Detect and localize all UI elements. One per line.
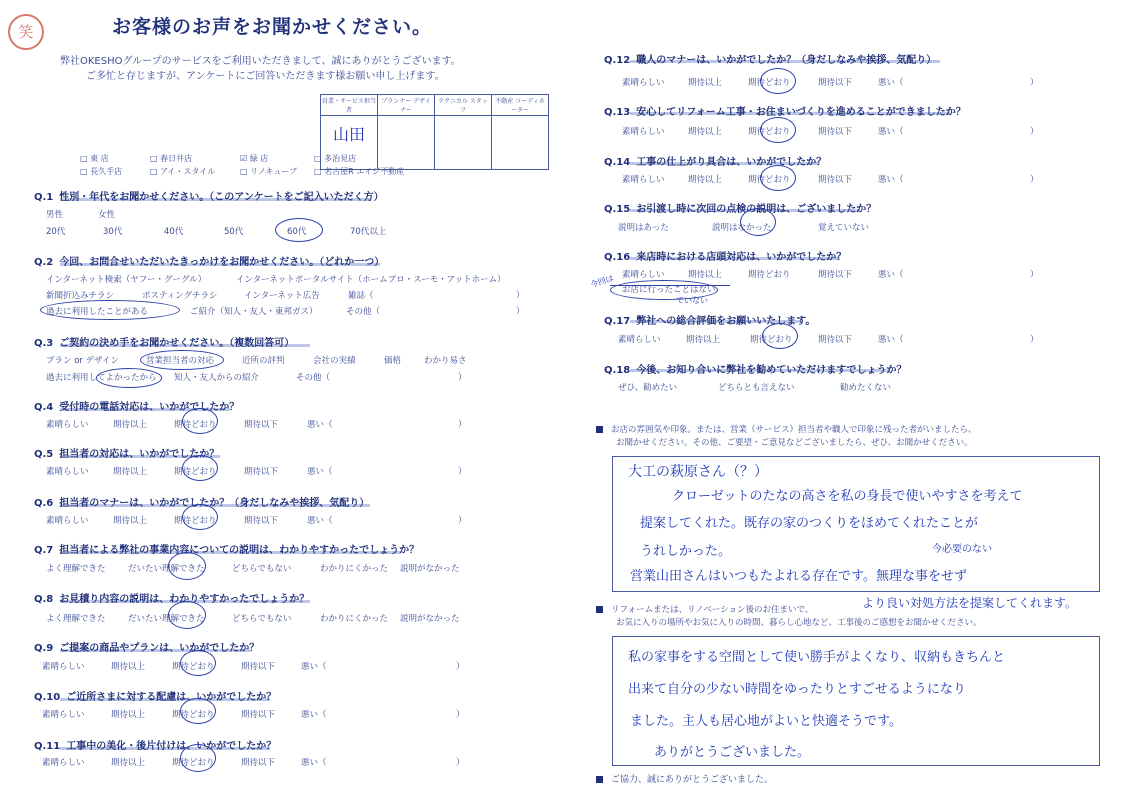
- question-number: Q.13: [604, 107, 631, 118]
- option-label: ）: [1030, 270, 1039, 280]
- question-text: 担当者による弊社の事業内容についての説明は、わかりやすかったでしょうか？: [59, 545, 420, 556]
- staff-header-sales: 営業・サービス担当者: [321, 95, 378, 116]
- question-q12: [604, 51, 936, 66]
- answer-circle: [140, 350, 224, 370]
- option-label[interactable]: どちらとも言えない: [718, 383, 795, 393]
- option-label[interactable]: 期待どおり: [172, 758, 215, 768]
- q18-options: [0, 381, 1129, 395]
- question-number: Q.4: [34, 402, 54, 413]
- option-label[interactable]: 素晴らしい: [618, 335, 661, 345]
- option-label: ）: [516, 291, 525, 301]
- closing-text: [596, 772, 773, 785]
- answer-circle: [182, 455, 218, 481]
- option-label[interactable]: 会社の実績: [313, 356, 356, 366]
- option-label[interactable]: 素晴らしい: [622, 127, 665, 137]
- option-label: ）: [1030, 175, 1039, 185]
- staff-value-sales: 山田: [321, 116, 378, 170]
- option-label[interactable]: 素晴らしい: [622, 175, 665, 185]
- staff-value-realestate: [492, 116, 549, 170]
- option-label[interactable]: 悪い（: [878, 78, 904, 88]
- q14-options: [0, 173, 1129, 187]
- option-label[interactable]: ポスティングチラシ: [142, 291, 218, 301]
- option-label[interactable]: 期待以下: [818, 175, 853, 185]
- q11-options: [0, 756, 560, 770]
- section-square-icon: [596, 776, 603, 783]
- q6-options: [0, 514, 560, 528]
- question-text: 今後、お知り合いに弊社を勧めていただけますでしょうか？: [636, 365, 907, 376]
- option-label[interactable]: インターネットポータルサイト（ホームプロ・スーモ・アットホーム）: [236, 275, 506, 285]
- strike-line: [610, 285, 730, 286]
- option-label[interactable]: わかり易さ: [424, 356, 467, 366]
- question-text: 担当者のマナーは、いかがでしたか？（身だしなみや挨拶、気配り）: [59, 498, 370, 509]
- comment2-prompt: [596, 604, 982, 630]
- option-label[interactable]: プラン or デザイン: [46, 356, 120, 366]
- option-label[interactable]: 説明がなかった: [400, 614, 460, 624]
- option-label[interactable]: インターネット広告: [244, 291, 320, 301]
- option-label[interactable]: 期待以上: [111, 710, 146, 720]
- question-text: ご契約の決め手をお聞かせください。（複数回答可）: [59, 338, 295, 349]
- option-label[interactable]: 悪い（: [878, 127, 904, 137]
- q5-options: [0, 465, 560, 479]
- option-label[interactable]: インターネット検索（ヤフー・グーグル）: [46, 275, 207, 285]
- option-label: ）: [458, 420, 467, 430]
- answer-circle: [740, 208, 776, 236]
- option-label[interactable]: 期待以上: [113, 467, 148, 477]
- option-label[interactable]: 価格: [384, 356, 402, 366]
- option-label[interactable]: 素晴らしい: [42, 710, 85, 720]
- option-label[interactable]: 説明はあった: [618, 223, 669, 233]
- option-label[interactable]: だいたい理解できた: [128, 614, 205, 624]
- answer-circle: [40, 300, 180, 320]
- option-label[interactable]: わかりにくかった: [320, 614, 389, 624]
- question-number: Q.3: [34, 338, 54, 349]
- store-option[interactable]: □ 長久手店: [80, 167, 123, 176]
- closing-label: ご協力、誠にありがとうございました。: [611, 775, 774, 785]
- prompt-line: お気に入りの場所やお気に入りの時間、暮らし心地など、工事後のご感想をお聞かせください。: [616, 618, 982, 628]
- question-text: 工事中の美化・後片付けは、いかがでしたか？: [66, 741, 277, 752]
- option-label[interactable]: 期待以下: [241, 758, 276, 768]
- q7-options: [0, 562, 560, 576]
- option-label[interactable]: 素晴らしい: [46, 420, 89, 430]
- q13-options: [0, 125, 1129, 139]
- option-label[interactable]: 期待以下: [244, 420, 279, 430]
- option-label[interactable]: 期待以上: [688, 175, 723, 185]
- option-label[interactable]: 勧めたくない: [840, 383, 892, 393]
- question-text: 担当者の対応は、いかがでしたか？: [59, 449, 220, 460]
- option-label[interactable]: その他（: [296, 373, 331, 383]
- option-label[interactable]: どちらでもない: [232, 564, 292, 574]
- question-text: 性別・年代をお聞かせください。（このアンケートをご記入いただく方）: [59, 192, 384, 203]
- handwritten-line: 私の家事をする空間として使い勝手がよくなり、収納もきちんと: [628, 650, 1006, 665]
- question-q1: [34, 188, 384, 203]
- question-number: Q.12: [604, 55, 631, 66]
- handwritten-note: ていない: [676, 296, 708, 305]
- question-number: Q.7: [34, 545, 54, 556]
- question-number: Q.18: [604, 365, 631, 376]
- option-label: ）: [456, 710, 465, 720]
- answer-circle: [168, 601, 206, 629]
- option-label[interactable]: 悪い（: [878, 270, 904, 280]
- option-label[interactable]: 悪い（: [301, 710, 327, 720]
- question-text: 職人のマナーは、いかがでしたか？（身だしなみや挨拶、気配り）: [636, 55, 937, 66]
- option-label[interactable]: 悪い（: [878, 175, 904, 185]
- store-option[interactable]: □ アイ・スタイル: [150, 167, 216, 176]
- question-text: 受付時の電話対応は、いかがでしたか？: [59, 402, 240, 413]
- handwritten-insert: 今必要のない: [932, 544, 992, 555]
- prompt-line: お聞かせください。その他、ご要望・ご意見などございましたら、ぜひ、お聞かせください。: [616, 438, 973, 448]
- question-q15: [604, 200, 876, 215]
- question-q16: [604, 248, 846, 263]
- company-stamp-icon: 笑: [8, 14, 44, 50]
- question-text: 工事の仕上がり具合は、いかがでしたか？: [636, 157, 827, 168]
- option-label[interactable]: その他（: [346, 307, 381, 317]
- option-label[interactable]: 悪い（: [301, 662, 327, 672]
- answer-circle: [760, 165, 796, 191]
- answer-circle: [760, 68, 796, 94]
- option-label[interactable]: 素晴らしい: [46, 516, 89, 526]
- intro-line-1: 弊社OKESHOグループのサービスをご利用いただきまして、誠にありがとうございます。: [60, 56, 461, 67]
- comment1-prompt: [596, 424, 977, 450]
- option-label[interactable]: 知人・友人からの紹介: [174, 373, 260, 383]
- option-label[interactable]: 期待どおり: [748, 78, 791, 88]
- question-q18: [604, 361, 907, 376]
- handwritten-line: 提案してくれた。既存の家のつくりをほめてくれたことが: [640, 516, 979, 531]
- option-label[interactable]: ご紹介（知人・友人・東邦ガス）: [190, 307, 318, 317]
- question-q10: [34, 688, 276, 703]
- option-label[interactable]: 期待以下: [818, 270, 853, 280]
- option-label[interactable]: 期待どおり: [174, 467, 217, 477]
- option-label[interactable]: 素晴らしい: [42, 662, 85, 672]
- answer-circle: [182, 408, 218, 434]
- question-text: 今回、お問合せいただいたきっかけをお聞かせください。（どれか一つ）: [59, 257, 385, 268]
- question-q8: [34, 590, 309, 605]
- option-label[interactable]: 期待どおり: [748, 270, 791, 280]
- question-number: Q.10: [34, 692, 61, 703]
- option-label[interactable]: 期待以下: [241, 662, 276, 672]
- option-label[interactable]: 期待以上: [111, 758, 146, 768]
- option-label[interactable]: 期待以下: [244, 467, 279, 477]
- option-label[interactable]: 50代: [224, 227, 244, 237]
- staff-value-technical: [435, 116, 492, 170]
- option-label[interactable]: 期待以下: [818, 78, 853, 88]
- option-label[interactable]: 期待どおり: [748, 127, 791, 137]
- question-q2: [34, 253, 384, 268]
- question-number: Q.15: [604, 204, 631, 215]
- option-label[interactable]: 新聞折込みチラシ: [46, 291, 115, 301]
- answer-circle: [762, 323, 798, 349]
- question-number: Q.17: [604, 316, 631, 327]
- option-label[interactable]: 素晴らしい: [622, 78, 665, 88]
- option-label[interactable]: 20代: [46, 227, 66, 237]
- question-number: Q.14: [604, 157, 631, 168]
- answer-circle: [180, 698, 216, 724]
- store-option[interactable]: □ 春日井店: [150, 154, 193, 163]
- option-label[interactable]: 期待以上: [686, 335, 721, 345]
- option-label[interactable]: 素晴らしい: [42, 758, 85, 768]
- staff-header-technical: テクニカル スタッフ: [435, 95, 492, 116]
- intro-line-2: ご多忙と存じますが、アンケートにご回答いただきます様お願い申し上げます。: [86, 71, 445, 82]
- question-q9: [34, 639, 259, 654]
- option-label[interactable]: 期待以下: [241, 710, 276, 720]
- option-label[interactable]: 期待以下: [818, 127, 853, 137]
- question-number: Q.5: [34, 449, 54, 460]
- option-label[interactable]: 男性: [46, 210, 64, 220]
- option-label[interactable]: 雑誌（: [348, 291, 374, 301]
- answer-circle: [168, 552, 206, 580]
- option-label[interactable]: 素晴らしい: [622, 270, 665, 280]
- option-label[interactable]: 期待以上: [688, 270, 723, 280]
- option-label[interactable]: よく理解できた: [46, 564, 106, 574]
- question-text: お見積り内容の説明は、わかりやすかったでしょうか？: [59, 594, 310, 605]
- page-title: お客様のお声をお聞かせください。: [112, 16, 433, 38]
- q10-options: [0, 708, 560, 722]
- question-text: 安心してリフォーム工事・お住まいづくりを進めることができましたか？: [636, 107, 966, 118]
- q16-options: [0, 268, 1129, 298]
- question-number: Q.1: [34, 192, 54, 203]
- handwritten-line: うれしかった。: [640, 544, 732, 559]
- question-number: Q.9: [34, 643, 54, 654]
- option-label[interactable]: 期待以上: [688, 78, 723, 88]
- option-label[interactable]: 悪い（: [307, 467, 333, 477]
- q17-options: [0, 333, 1129, 347]
- handwritten-note: 今回は: [589, 273, 615, 290]
- option-label: ）: [1030, 78, 1039, 88]
- option-label[interactable]: 40代: [164, 227, 184, 237]
- question-number: Q.2: [34, 257, 54, 268]
- option-label[interactable]: 過去に利用してよかったから: [46, 373, 157, 383]
- option-label[interactable]: わかりにくかった: [320, 564, 389, 574]
- option-label: ）: [1030, 335, 1039, 345]
- option-label[interactable]: 期待以上: [113, 516, 148, 526]
- store-option[interactable]: ☑ 緑 店: [240, 154, 269, 163]
- answer-circle: [180, 744, 216, 772]
- option-label[interactable]: 期待どおり: [750, 335, 793, 345]
- prompt-line: リフォームまたは、リノベーション後のお住まいで、: [611, 605, 814, 615]
- option-label: ）: [458, 467, 467, 477]
- option-label[interactable]: 営業担当者の対応: [146, 356, 215, 366]
- question-number: Q.8: [34, 594, 54, 605]
- option-label[interactable]: 悪い（: [307, 516, 333, 526]
- store-option[interactable]: □ 名古屋R エイジ不動産: [314, 167, 405, 176]
- option-label: ）: [458, 373, 467, 383]
- q4-options: [0, 418, 560, 432]
- answer-circle: [180, 650, 216, 676]
- question-text: ご提案の商品やプランは、いかがでしたか？: [59, 643, 260, 654]
- option-label[interactable]: だいたい理解できた: [128, 564, 205, 574]
- store-option[interactable]: □ 多治見店: [314, 154, 357, 163]
- option-label[interactable]: 期待どおり: [172, 662, 215, 672]
- question-text: 弊社への総合評価をお願いいたします。: [636, 316, 816, 327]
- option-label[interactable]: 期待どおり: [748, 175, 791, 185]
- question-q13: [604, 103, 966, 118]
- handwritten-line: より良い対処方法を提案してくれます。: [862, 596, 1078, 610]
- option-label[interactable]: 覚えていない: [818, 223, 870, 233]
- question-text: 来店時における店頭対応は、いかがでしたか？: [636, 252, 847, 263]
- question-number: Q.11: [34, 741, 61, 752]
- option-label: ）: [1030, 127, 1039, 137]
- option-label[interactable]: 悪い（: [307, 420, 333, 430]
- handwritten-line: 出来て自分の少ない時間をゆったりとすごせるようになり: [628, 682, 966, 697]
- option-label[interactable]: 期待以上: [688, 127, 723, 137]
- handwritten-line: ありがとうございました。: [654, 745, 811, 760]
- option-label[interactable]: よく理解できた: [46, 614, 106, 624]
- question-q7: [34, 541, 419, 556]
- option-label[interactable]: お店に行ったことはない: [622, 285, 716, 295]
- question-text: お引渡し時に次回の点検の説明は、ございましたか？: [636, 204, 877, 215]
- handwritten-line: 営業山田さんはいつもたよれる存在です。無理な事をせず: [630, 569, 967, 584]
- option-label[interactable]: 60代: [287, 227, 307, 237]
- option-label[interactable]: 期待以下: [244, 516, 279, 526]
- option-label[interactable]: 期待どおり: [174, 420, 217, 430]
- option-label[interactable]: 期待以上: [113, 420, 148, 430]
- handwritten-line: クローゼットのたなの高さを私の身長で使いやすさを考えて: [672, 489, 1023, 504]
- handwritten-line: 大工の萩原さん（？）: [628, 464, 768, 480]
- q8-options: [0, 612, 560, 626]
- question-number: Q.6: [34, 498, 54, 509]
- option-label: ）: [456, 758, 465, 768]
- handwritten-line: ました。主人も居心地がよいと快適そうです。: [630, 714, 902, 729]
- question-q11: [34, 737, 276, 752]
- store-option[interactable]: □ リノキューブ: [240, 167, 298, 176]
- option-label[interactable]: 30代: [103, 227, 123, 237]
- option-label[interactable]: ぜひ、勧めたい: [618, 383, 678, 393]
- option-label[interactable]: 期待どおり: [174, 516, 217, 526]
- section-square-icon: [596, 606, 603, 613]
- prompt-line: お店の雰囲気や印象。または、営業（サービス）担当者や職人で印象に残った者がいましたら、: [611, 425, 977, 435]
- option-label[interactable]: 70代以上: [350, 227, 387, 237]
- option-label[interactable]: 期待以下: [818, 335, 853, 345]
- q15-options: [0, 221, 1129, 235]
- option-label[interactable]: 悪い（: [878, 335, 904, 345]
- option-label[interactable]: 近所の評判: [242, 356, 285, 366]
- question-text: ご近所さまに対する配慮は、いかがでしたか？: [66, 692, 277, 703]
- option-label: ）: [516, 307, 525, 317]
- store-option[interactable]: □ 東 店: [80, 154, 109, 163]
- option-label[interactable]: 素晴らしい: [46, 467, 89, 477]
- question-q14: [604, 153, 826, 168]
- option-label[interactable]: 説明はなかった: [712, 223, 772, 233]
- option-label[interactable]: 説明がなかった: [400, 564, 460, 574]
- answer-circle: [760, 117, 796, 143]
- option-label: ）: [458, 516, 467, 526]
- option-label: ）: [456, 662, 465, 672]
- option-label[interactable]: 過去に利用したことがある: [46, 307, 149, 317]
- option-label[interactable]: 悪い（: [301, 758, 327, 768]
- option-label[interactable]: 女性: [98, 210, 116, 220]
- q9-options: [0, 660, 560, 674]
- answer-circle: [182, 504, 218, 530]
- question-number: Q.16: [604, 252, 631, 263]
- option-label[interactable]: 期待以上: [111, 662, 146, 672]
- staff-header-realestate: 不動産 コーディネーター: [492, 95, 549, 116]
- section-square-icon: [596, 426, 603, 433]
- q12-options: [0, 76, 1129, 90]
- option-label[interactable]: 期待どおり: [172, 710, 215, 720]
- option-label[interactable]: どちらでもない: [232, 614, 292, 624]
- staff-header-planner: プランナー デザイナー: [378, 95, 435, 116]
